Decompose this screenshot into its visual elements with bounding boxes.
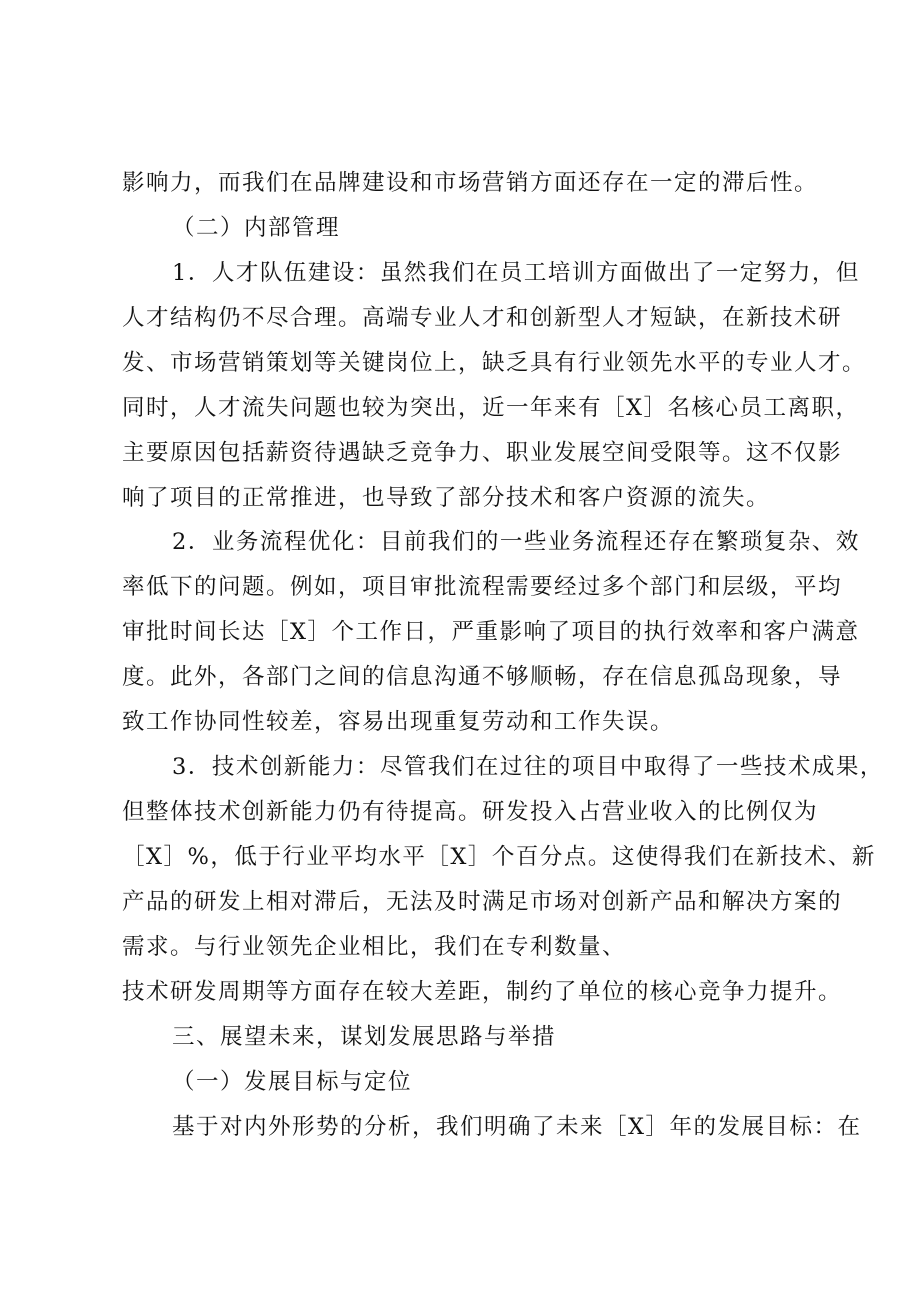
paragraph-line: ［X］%，低于行业平均水平［X］个百分点。这使得我们在新技术、新 [122, 844, 876, 870]
paragraph-line: 基于对内外形势的分析，我们明确了未来［X］年的发展目标：在 [172, 1114, 862, 1140]
paragraph-line: 同时，人才流失问题也较为突出，近一年来有［X］名核心员工离职， [122, 395, 860, 421]
paragraph-line: 产品的研发上相对滞后，无法及时满足市场对创新产品和解决方案的 [122, 889, 843, 915]
section-heading: （一）发展目标与定位 [172, 1069, 413, 1095]
paragraph-line: 主要原因包括薪资待遇缺乏竞争力、职业发展空间受限等。这不仅影 [122, 440, 843, 466]
paragraph-line: 审批时间长达［X］个工作日，严重影响了项目的执行效率和客户满意 [122, 619, 860, 645]
paragraph-line: 影响力，而我们在品牌建设和市场营销方面还存在一定的滞后性。 [122, 170, 819, 196]
paragraph-line: 技术研发周期等方面存在较大差距，制约了单位的核心竞争力提升。 [122, 979, 843, 1005]
paragraph-line: 响了项目的正常推进，也导致了部分技术和客户资源的流失。 [122, 485, 771, 511]
paragraph-line: 率低下的问题。例如，项目审批流程需要经过多个部门和层级，平均 [122, 574, 843, 600]
section-heading: 三、展望未来，谋划发展思路与举措 [172, 1024, 557, 1050]
paragraph-line: 需求。与行业领先企业相比，我们在专利数量、 [122, 934, 627, 960]
paragraph-line: 但整体技术创新能力仍有待提高。研发投入占营业收入的比例仅为 [122, 799, 819, 825]
paragraph-line: 人才结构仍不尽合理。高端专业人才和创新型人才短缺，在新技术研 [122, 305, 843, 331]
paragraph-line: 3．技术创新能力：尽管我们在过往的项目中取得了一些技术成果， [172, 754, 884, 780]
paragraph-line: 2．业务流程优化：目前我们的一些业务流程还存在繁琐复杂、效 [172, 529, 860, 555]
section-heading: （二）内部管理 [172, 215, 341, 241]
paragraph-line: 致工作协同性较差，容易出现重复劳动和工作失误。 [122, 709, 675, 735]
paragraph-line: 发、市场营销策划等关键岗位上，缺乏具有行业领先水平的专业人才。 [122, 350, 867, 376]
paragraph-line: 度。此外，各部门之间的信息沟通不够顺畅，存在信息孤岛现象，导 [122, 664, 843, 690]
paragraph-line: 1．人才队伍建设：虽然我们在员工培训方面做出了一定努力，但 [172, 260, 860, 286]
